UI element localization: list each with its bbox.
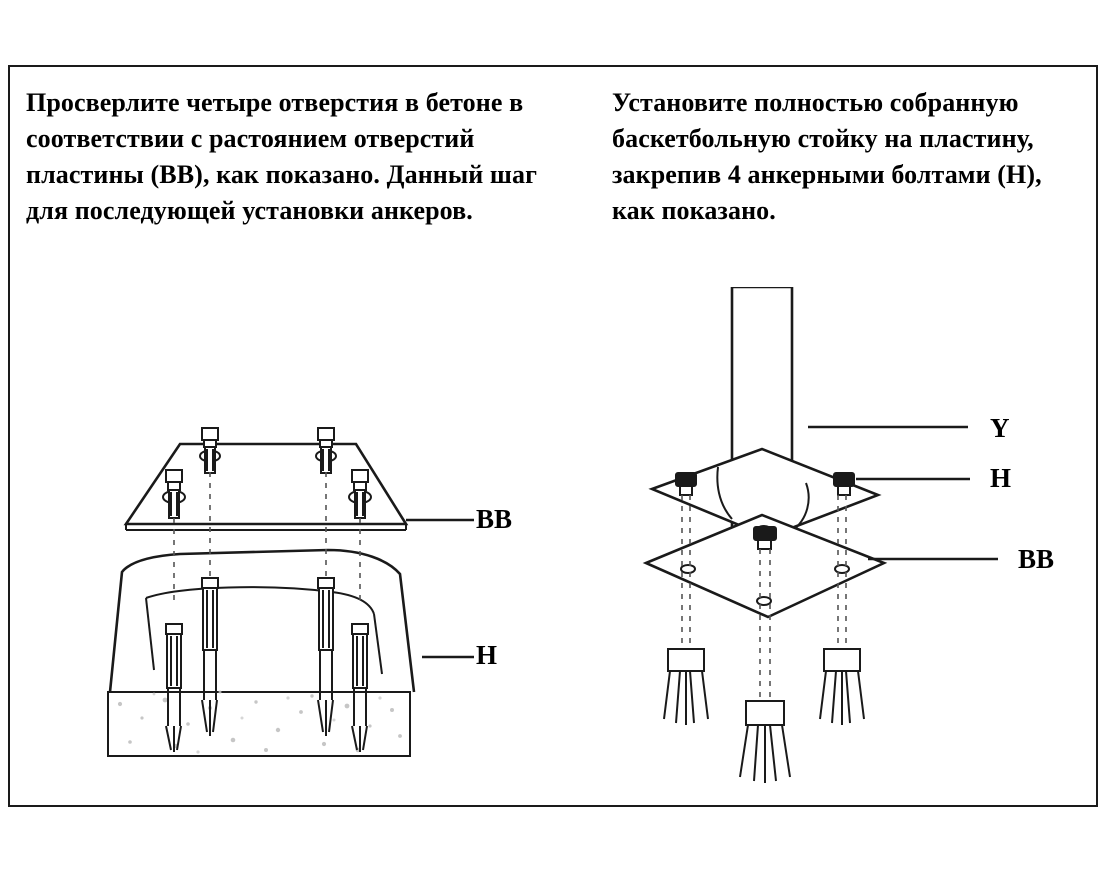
anchor-bolt-group-embedded <box>166 578 368 752</box>
callout-y-right: Y <box>990 413 1010 443</box>
callout-h-left: H <box>476 640 498 670</box>
right-instruction-panel <box>590 67 1096 805</box>
concrete-block <box>108 691 410 757</box>
right-step-instruction-text: Установите полностью собранную баскетбольную стойку на пластину, закрепив 4 анкерными болтами (H), как показано. <box>612 88 1042 226</box>
left-instruction-panel <box>10 67 590 805</box>
concrete-slab-outline <box>110 550 414 692</box>
instruction-frame <box>8 65 1098 807</box>
callout-bb-right: BB <box>1018 544 1055 574</box>
anchor-holes-in-concrete-diagram <box>70 352 530 772</box>
pole-mounted-on-plate-diagram <box>620 287 1060 787</box>
anchor-sleeve-group <box>664 649 864 783</box>
callout-h-right: H <box>990 463 1012 493</box>
callout-bb-left: BB <box>476 504 513 534</box>
left-step-instruction-text: Просверлите четыре отверстия в бетоне в соответствии с растоянием отверстий пластины (BB), как показано. Данный шаг для последующей установки анкеров. <box>26 88 537 226</box>
